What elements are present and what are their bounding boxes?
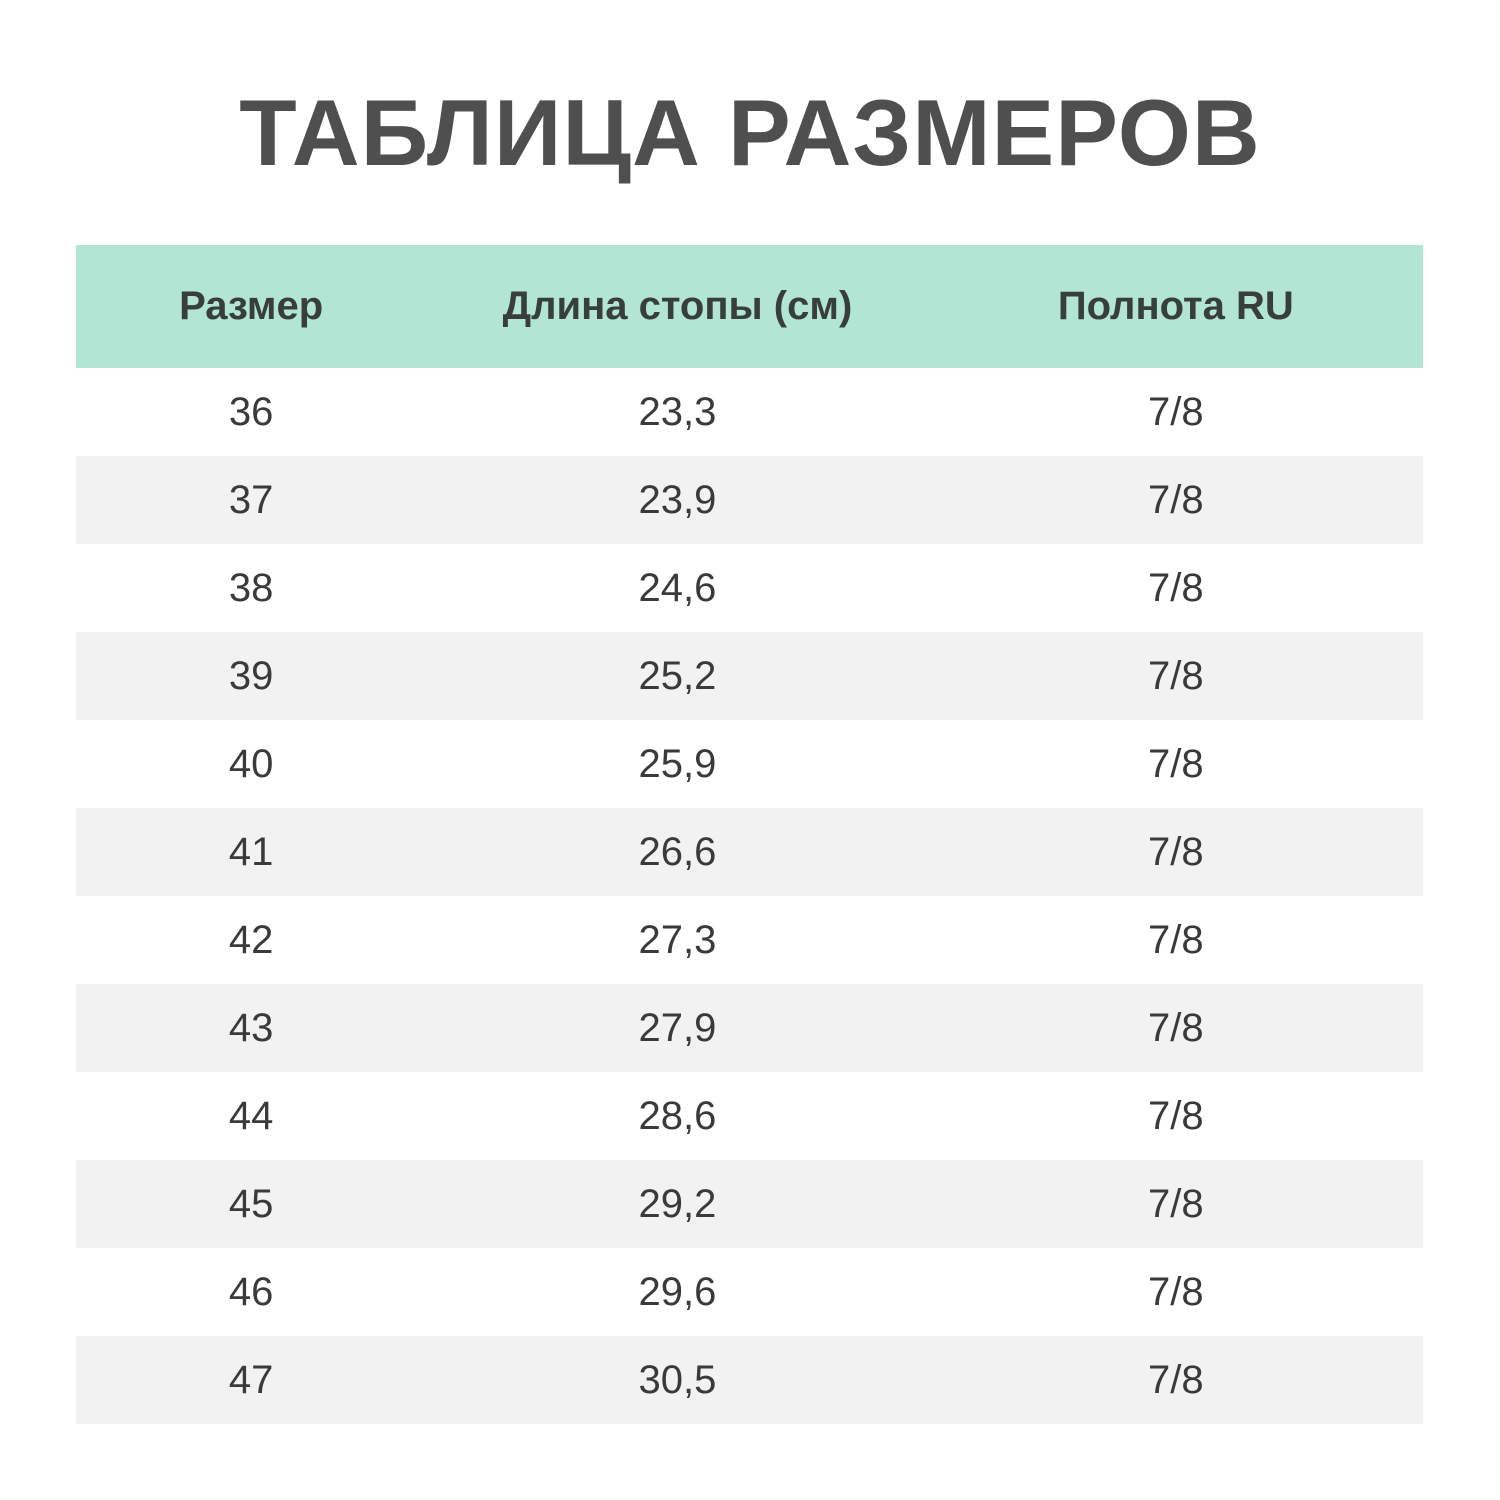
size-cell: 39 [228,653,274,698]
table-row [76,1072,1423,1160]
column-header-foot-length: Длина стопы (см) [502,284,853,328]
foot-length-cell: 25,2 [638,653,717,698]
foot-length-cell: 24,6 [638,565,717,610]
table-row [76,1248,1423,1336]
table-row [76,368,1423,456]
size-cell: 41 [228,829,274,874]
size-cell: 45 [228,1181,274,1226]
table-row [76,808,1423,896]
width-cell: 7/8 [1148,1181,1204,1226]
width-cell: 7/8 [1148,565,1204,610]
table-row [76,1160,1423,1248]
column-header-width: Полнота RU [1057,284,1294,328]
foot-length-cell: 25,9 [638,741,717,786]
table-header-row [76,245,1423,368]
table-row [76,984,1423,1072]
size-table [76,245,1423,1424]
size-cell: 38 [228,565,274,610]
column-header-size: Размер [179,284,324,328]
width-cell: 7/8 [1148,741,1204,786]
size-cell: 46 [228,1269,274,1314]
size-cell: 47 [228,1357,274,1402]
foot-length-cell: 28,6 [638,1093,717,1138]
table-body [76,368,1423,1424]
width-cell: 7/8 [1148,829,1204,874]
foot-length-cell: 23,3 [638,389,717,434]
foot-length-cell: 29,2 [638,1181,717,1226]
width-cell: 7/8 [1148,653,1204,698]
size-cell: 36 [228,389,274,434]
table-row [76,632,1423,720]
width-cell: 7/8 [1148,389,1204,434]
width-cell: 7/8 [1148,1357,1204,1402]
table-row [76,544,1423,632]
page-title: ТАБЛИЦА РАЗМЕРОВ [239,80,1261,185]
width-cell: 7/8 [1148,477,1204,522]
width-cell: 7/8 [1148,1093,1204,1138]
foot-length-cell: 27,3 [638,917,717,962]
width-cell: 7/8 [1148,917,1204,962]
table-row [76,456,1423,544]
width-cell: 7/8 [1148,1005,1204,1050]
foot-length-cell: 26,6 [638,829,717,874]
foot-length-cell: 29,6 [638,1269,717,1314]
size-cell: 43 [228,1005,274,1050]
size-cell: 44 [228,1093,274,1138]
size-cell: 42 [228,917,274,962]
table-row [76,896,1423,984]
foot-length-cell: 27,9 [638,1005,717,1050]
table-row [76,720,1423,808]
table-row [76,1336,1423,1424]
foot-length-cell: 30,5 [638,1357,717,1402]
size-cell: 40 [228,741,274,786]
size-cell: 37 [228,477,274,522]
width-cell: 7/8 [1148,1269,1204,1314]
foot-length-cell: 23,9 [638,477,717,522]
